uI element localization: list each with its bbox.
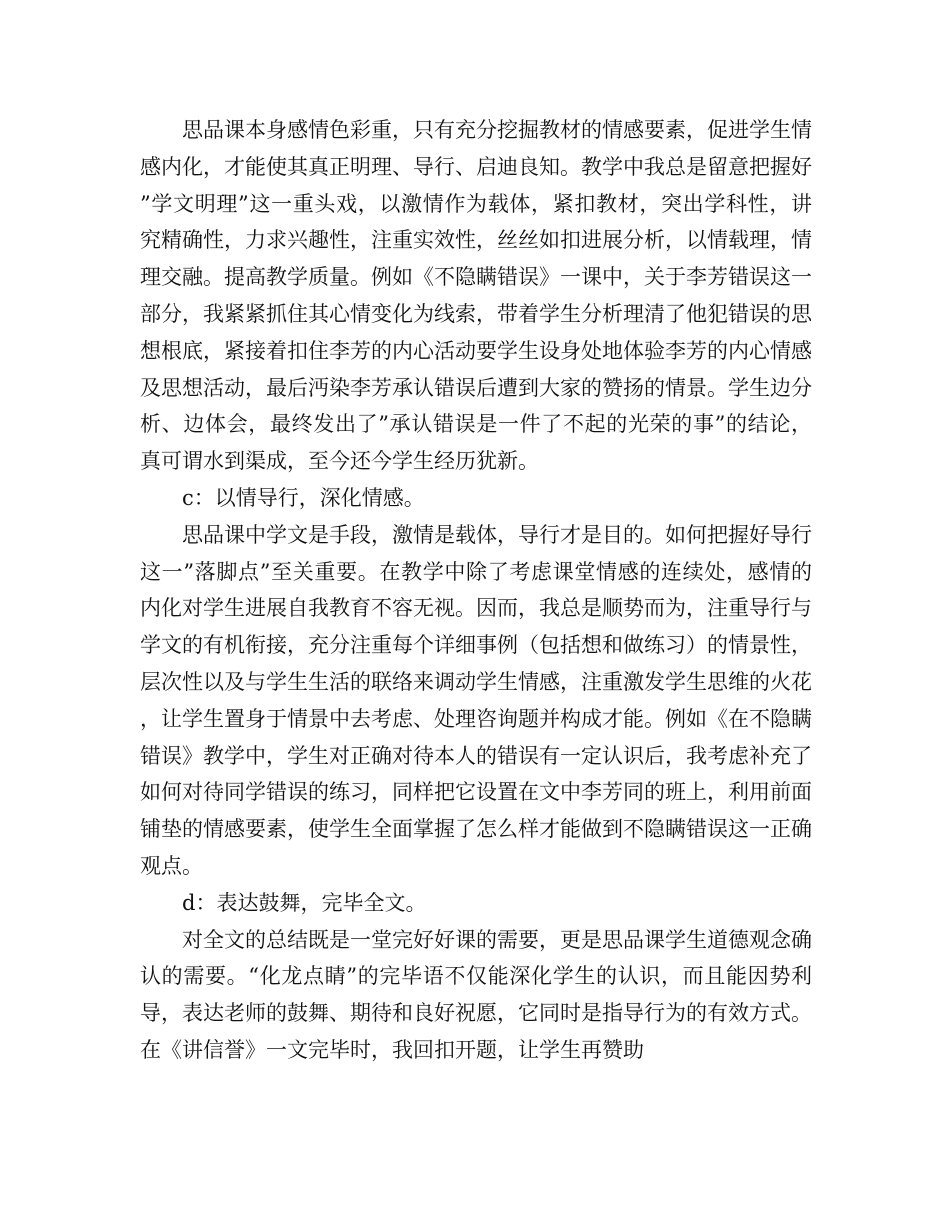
paragraph-summary: 对全文的总结既是一堂完好好课的需要，更是思品课学生道德观念确认的需要。“化龙点睛”的完毕语不仅能深化学生的认识，而且能因势利导，表达老师的鼓舞、期待和良好祝愿，它同时是指导行为的有效方式。在《讲信誉》一文完毕时，我回扣开题，让学生再赞助 [140,927,812,1062]
paragraph-guiding-behavior: 思品课中学文是手段，激情是载体，导行才是目的。如何把握好导行这一”落脚点”至关重要。在教学中除了考虑课堂情感的连续处，感情的内化对学生进展自我教育不容无视。因而，我总是顺势而为，注重导行与学文的有机衔接，充分注重每个详细事例（包括想和做练习）的情景性，层次性以及与学生生活的联络来调动学生情感，注重激发学生思维的火花，让学生置身于情景中去考虑、处理咨询题并构成才能。例如《在不隐瞒错误》教学中，学生对正确对待本人的错误有一定认识后，我考虑补充了如何对待同学错误的练习，同样把它设置在文中李芳同的班上，利用前面铺垫的情感要素，使学生全面掌握了怎么样才能做到不隐瞒错误这一正确观点。 [140,522,812,878]
document-body [140,112,812,1069]
section-heading-c: c：以情导行，深化情感。 [182,485,425,510]
paragraph-emotion-teaching: 思品课本身感情色彩重，只有充分挖掘教材的情感要素，促进学生情感内化，才能使其真正明理、导行、启迪良知。教学中我总是留意把握好”学文明理”这一重头戏，以激情作为载体，紧扣教材，突出学科性，讲究精确性，力求兴趣性，注重实效性，丝丝如扣进展分析，以情载理，情理交融。提高教学质量。例如《不隐瞒错误》一课中，关于李芳错误这一部分，我紧紧抓住其心情变化为线索，带着学生分析理清了他犯错误的思想根底，紧接着扣住李芳的内心活动要学生设身处地体验李芳的内心情感及思想活动，最后沔染李芳承认错误后遭到大家的赞扬的情景。学生边分析、边体会，最终发出了”承认错误是一件了不起的光荣的事”的结论，真可谓水到渠成，至今还今学生经历犹新。 [140,118,812,474]
section-heading-d: d：表达鼓舞，完毕全文。 [182,890,427,915]
